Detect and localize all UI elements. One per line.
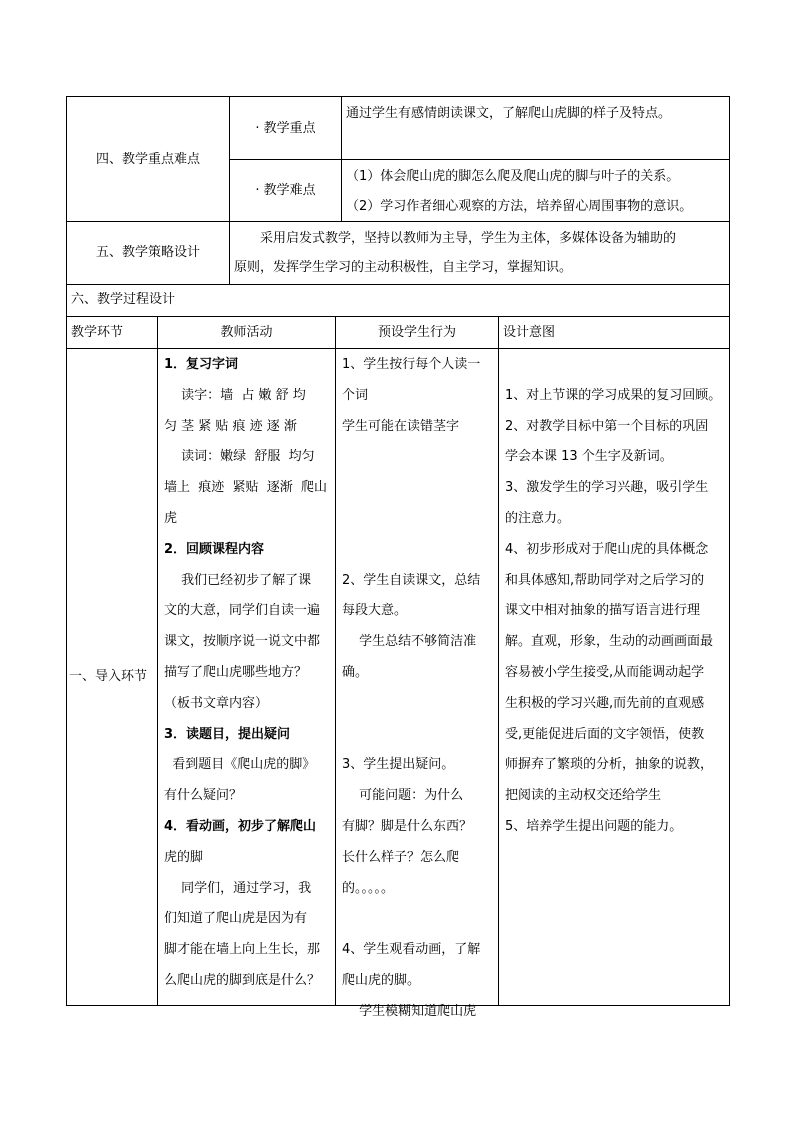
- difficulty-line: （2）学习作者细心观察的方法，培养留心周围事物的意识。: [346, 199, 693, 214]
- design-intent-line: 受,更能促进后面的文字领悟，使教: [505, 726, 705, 742]
- difficulty-line: （1）体会爬山虎的脚怎么爬及爬山虎的脚与叶子的关系。: [346, 169, 680, 184]
- key-point-text-cell: [341, 96, 730, 160]
- student-behavior-line: 长什么样子？怎么爬: [342, 849, 460, 865]
- teacher-activity-line: 匀 茎 紧 贴 痕 迹 逐 渐: [164, 418, 297, 434]
- student-behavior-line: 学生模糊知道爬山虎: [342, 1003, 477, 1019]
- design-intent-line: 4、初步形成对于爬山虎的具体概念: [505, 541, 709, 557]
- difficulty-text-cell: [341, 159, 730, 222]
- difficulty-label: · 教学难点: [255, 183, 316, 198]
- teacher-activity-line: 读字：墙 占 嫩 舒 均: [164, 387, 306, 403]
- header-intent: 设计意图: [503, 325, 556, 340]
- section4-title: 四、教学重点难点: [95, 152, 200, 167]
- student-behavior-line: 学生总结不够简洁准: [342, 634, 477, 650]
- teacher-activity-line: 墙上 痕迹 紧贴 逐渐 爬山: [164, 480, 328, 496]
- header-intent-cell: [498, 316, 730, 349]
- teacher-activity-line: 我们已经初步了解了课: [164, 572, 312, 588]
- teacher-activity-line: 脚才能在墙上向上生长，那: [164, 942, 321, 958]
- header-teacher: 教师活动: [220, 325, 273, 340]
- design-intent-line: 学会本课 13 个生字及新词。: [505, 449, 673, 465]
- teacher-activity-line: 课文，按顺序说一说文中都: [164, 634, 321, 650]
- student-behavior-line: 确。: [342, 665, 369, 680]
- header-teacher-cell: [157, 316, 336, 349]
- student-behavior-line: 3、学生提出疑问。: [342, 757, 455, 773]
- student-behavior-line: 每段大意。: [342, 603, 408, 619]
- key-point-text: 通过学生有感情朗读课文，了解爬山虎脚的样子及特点。: [346, 106, 672, 121]
- teacher-activity-line: 2．回顾课程内容: [164, 541, 265, 557]
- student-behavior-line: 的。。。。。: [342, 880, 395, 896]
- student-behavior-line: 个词: [342, 387, 369, 403]
- design-intent-cell: [498, 348, 730, 1006]
- strategy-line: 原则，发挥学生学习的主动积极性，自主学习，掌握知识。: [234, 260, 573, 275]
- teacher-activity-line: 读词：嫩绿 舒服 均匀: [164, 449, 315, 465]
- design-intent-line: 解。直观，形象，生动的动画画面最: [505, 634, 714, 650]
- design-intent-line: 师摒弃了繁琐的分析，抽象的说教，: [505, 757, 714, 773]
- design-intent-line: 把阅读的主动权交还给学生: [505, 788, 662, 804]
- teacher-activity-line: 描写了爬山虎哪些地方？: [164, 665, 308, 680]
- student-behavior-line: 有脚？脚是什么东西？: [342, 819, 473, 834]
- teacher-activity-line: 1．复习字词: [164, 357, 239, 372]
- teacher-activity-line: 同学们，通过学习，我: [164, 880, 312, 896]
- student-behavior-line: 爬山虎的脚。: [342, 973, 421, 988]
- design-intent-line: 课文中相对抽象的描写语言进行理: [505, 603, 701, 619]
- section6-title-cell: [66, 284, 730, 317]
- teacher-activity-line: 虎: [164, 511, 178, 526]
- teacher-activity-line: 文的大意，同学们自读一遍: [164, 603, 321, 619]
- strategy-line: 采用启发式教学，坚持以教师为主导，学生为主体，多媒体设备为辅助的: [234, 231, 677, 246]
- design-intent-line: 3、激发学生的学习兴趣，吸引学生: [505, 480, 709, 496]
- teacher-activity-line: （板书文章内容）: [164, 695, 269, 711]
- section5-title-cell: [66, 221, 230, 285]
- teacher-activity-line: 么爬山虎的脚到底是什么？: [164, 973, 321, 988]
- teacher-activity-cell: [157, 348, 336, 1006]
- student-behavior-cell: [335, 348, 499, 1019]
- stage-cell: [66, 348, 158, 1006]
- teacher-activity-line: 们知道了爬山虎是因为有: [164, 911, 308, 927]
- section4-title-cell: [66, 96, 230, 222]
- difficulty-label-cell: [229, 159, 342, 222]
- design-intent-line: 5、培养学生提出问题的能力。: [505, 819, 683, 834]
- section5-title: 五、教学策略设计: [95, 245, 200, 260]
- key-point-label-cell: [229, 96, 342, 160]
- design-intent-line: 生积极的学习兴趣,而先前的直观感: [505, 695, 705, 711]
- design-intent-line: 的注意力。: [505, 511, 571, 526]
- design-intent-line: 2、对教学目标中第一个目标的巩固: [505, 418, 709, 434]
- stage-label: 一、导入环节: [69, 669, 148, 684]
- student-behavior-line: 4、学生观看动画，了解: [342, 942, 481, 958]
- teacher-activity-line: 虎的脚: [164, 849, 204, 865]
- teacher-activity-line: 有什么疑问？: [164, 788, 243, 804]
- header-student-cell: [335, 316, 499, 349]
- teacher-activity-line: 3．读题目，提出疑问: [164, 726, 291, 742]
- lesson-plan-table: [66, 96, 730, 1019]
- student-behavior-line: 可能问题：为什么: [342, 788, 464, 804]
- teacher-activity-line: 看到题目《爬山虎的脚》: [164, 757, 316, 773]
- student-behavior-line: 1、学生按行每个人读一: [342, 357, 481, 372]
- design-intent-line: 1、对上节课的学习成果的复习回顾。: [505, 387, 722, 403]
- section6-title: 六、教学过程设计: [71, 292, 176, 307]
- section5-text-cell: [229, 221, 730, 285]
- key-point-label: · 教学重点: [255, 121, 316, 136]
- student-behavior-line: 学生可能在读错茎字: [342, 418, 460, 434]
- header-stage: 教学环节: [71, 325, 124, 340]
- student-behavior-line: 2、学生自读课文，总结: [342, 572, 481, 588]
- design-intent-line: 和具体感知,帮助同学对之后学习的: [505, 572, 705, 588]
- teacher-activity-line: 4．看动画，初步了解爬山: [164, 819, 317, 834]
- design-intent-line: 容易被小学生接受,从而能调动起学: [505, 665, 705, 680]
- header-stage-cell: [66, 316, 158, 349]
- header-student: 预设学生行为: [377, 325, 456, 340]
